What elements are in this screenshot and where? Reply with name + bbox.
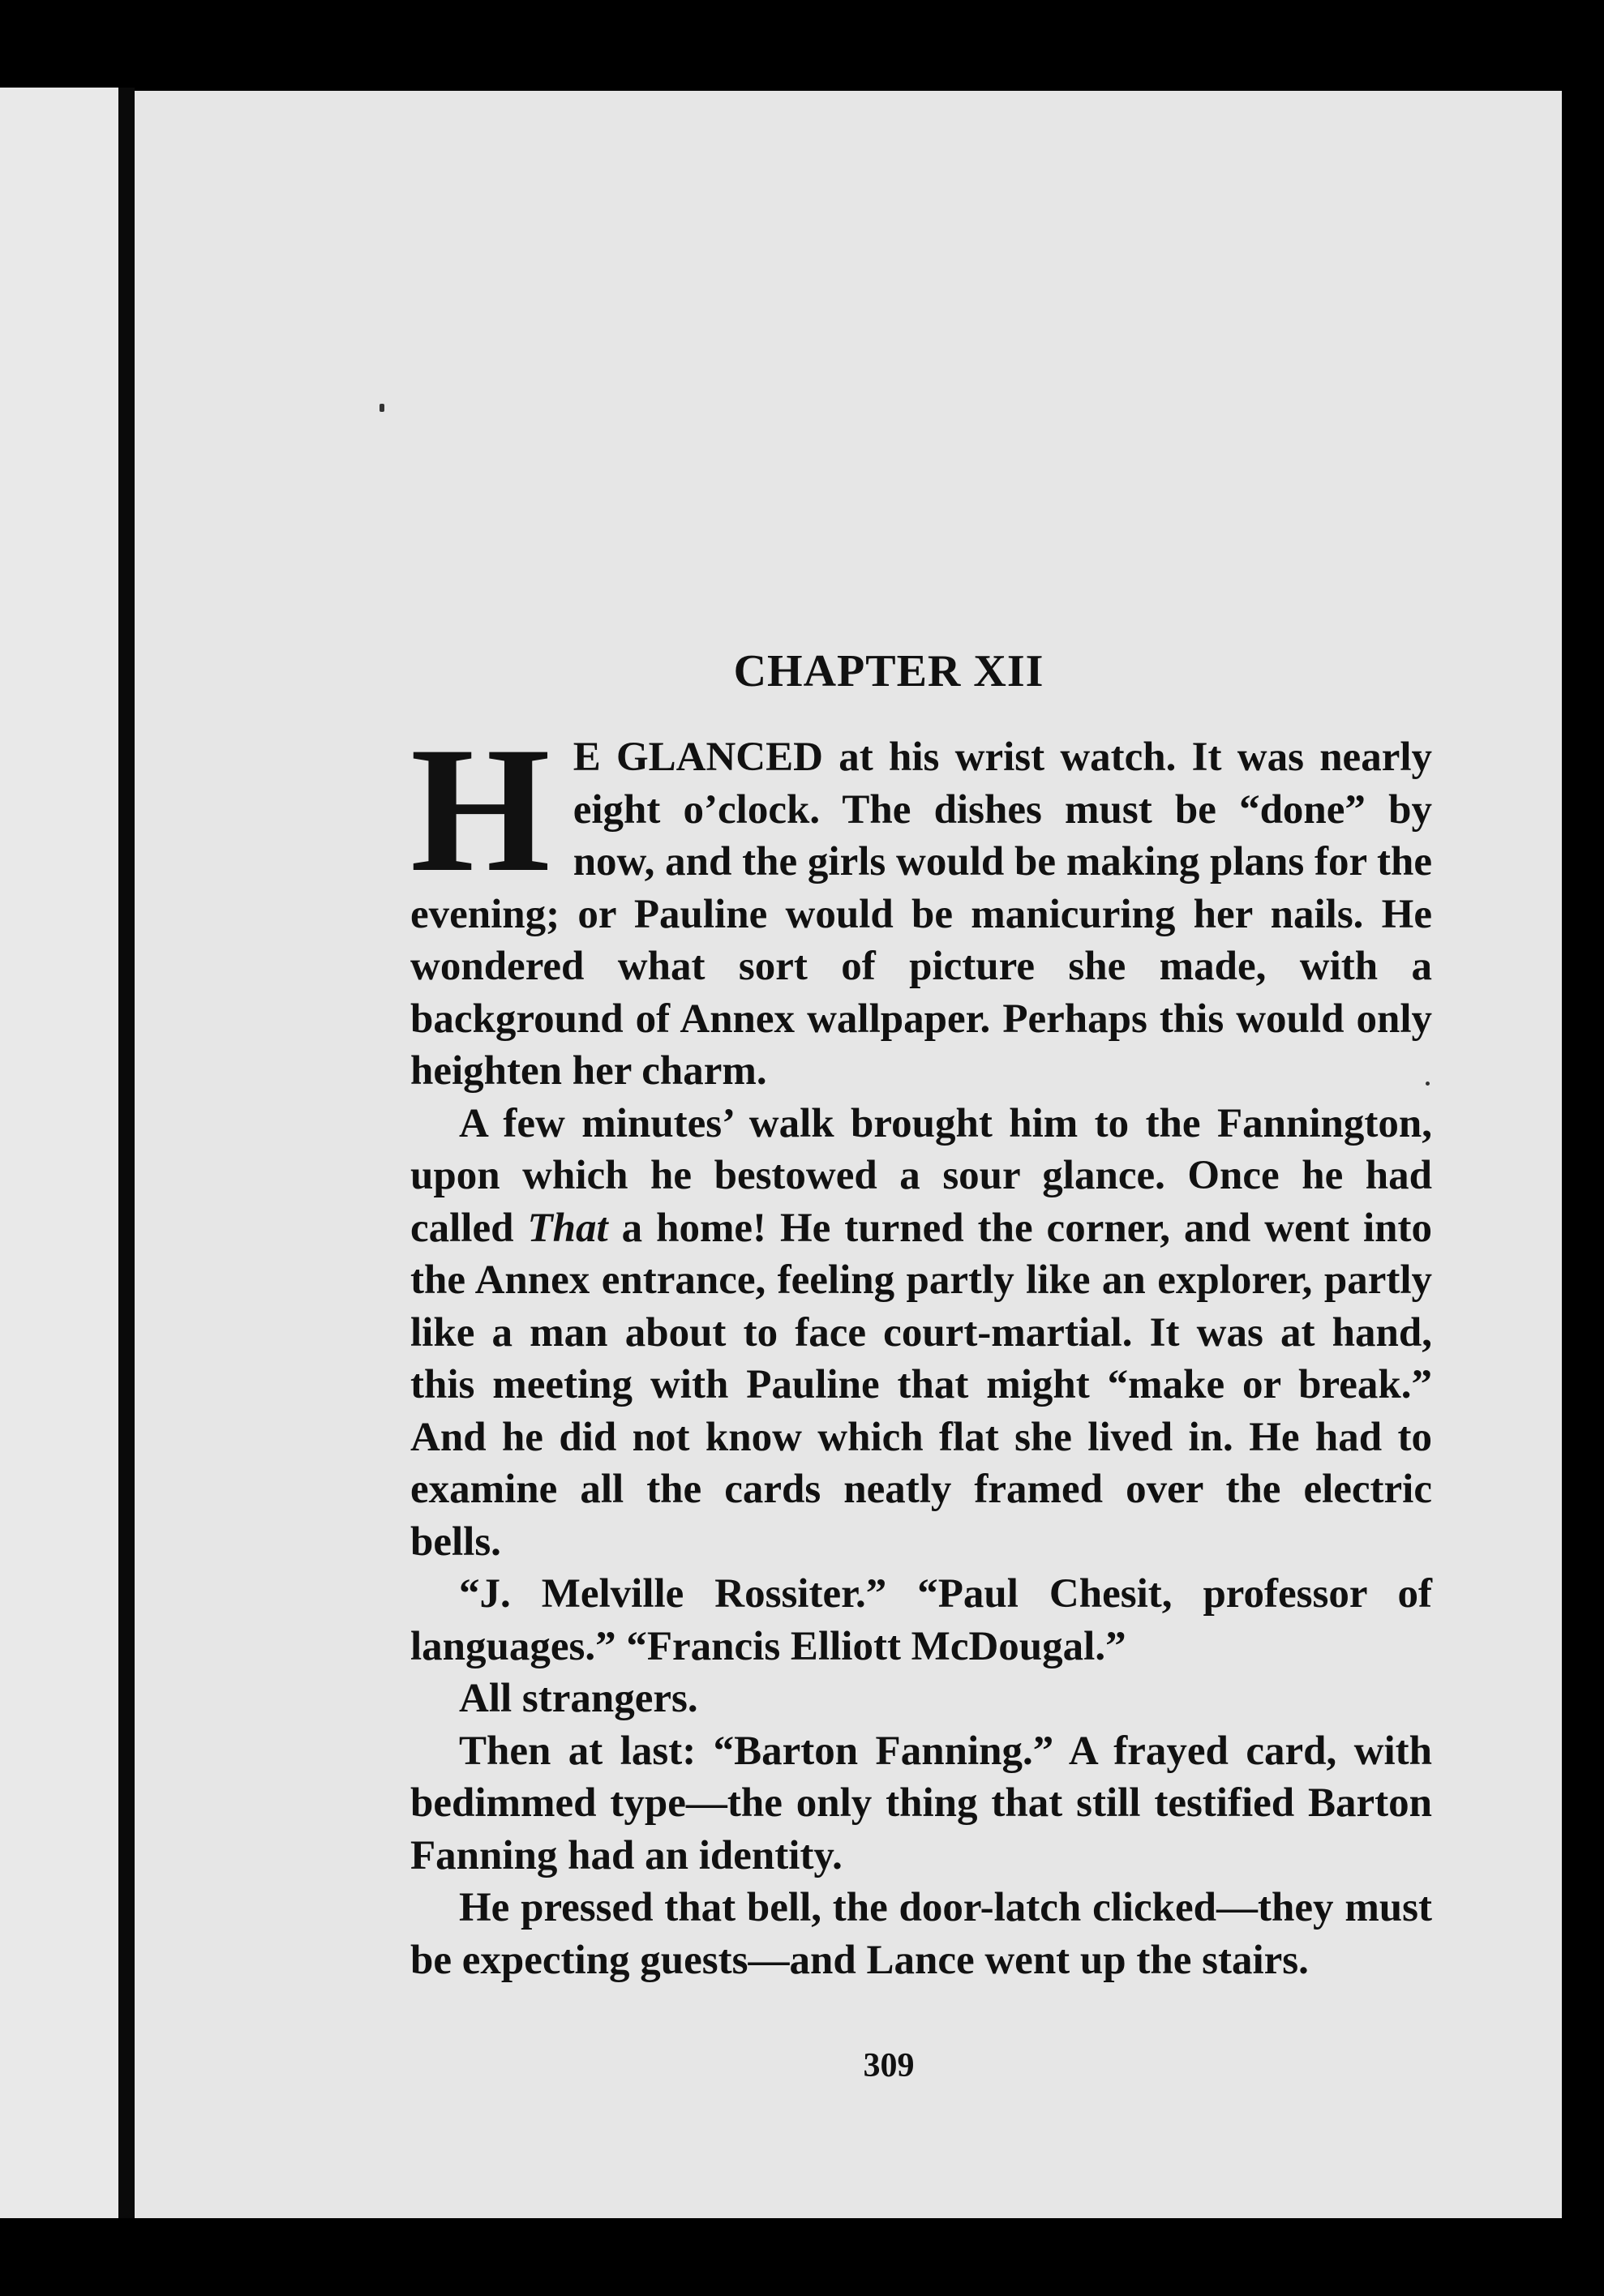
page-number: 309 — [863, 2047, 915, 2084]
paragraph-3: “J. Melville Rossiter.” “Paul Chesit, professor of languages.” “Francis Elliott McDougal.” — [410, 1571, 1432, 1669]
paragraph-2-text: A few minutes’ walk brought him to the Fannington, upon which he bestowed a sour glance. Once he had called — [410, 1100, 1432, 1251]
paragraph-4: All strangers. — [459, 1676, 698, 1721]
book-page — [135, 91, 1562, 2218]
left-page-edge — [0, 88, 118, 2218]
paragraph-2-rest: a home! He turned the corner, and went into the Annex entrance, feeling partly like an explorer, partly like a man about to face court-martial. It was at hand, this meeting with Pauline that might “make or break.” And he did not know which flat she lived in. He had to examine all the cards neatly framed over the electric bells. — [410, 1205, 1432, 1565]
body-text — [410, 710, 1432, 1986]
book-gutter — [118, 88, 135, 2218]
paragraph-2-italic: That — [527, 1205, 608, 1251]
paragraph-5: Then at last: “Barton Fanning.” A frayed card, with bedimmed type—the only thing that still testified Barton Fanning had an identity. — [410, 1728, 1432, 1878]
paragraph-2 — [410, 1098, 1432, 1569]
drop-cap: H — [410, 710, 551, 910]
paragraph-1-text: E GLANCED at his wrist watch. It was nearly eight o’clock. The dishes must be “done” by now, and the girls would be making plans for the evening; or Pauline would be manicuring her nails. He wondered what sort of picture she made, with a background of Annex wallpaper. Perhaps this would only heighten her charm. — [410, 735, 1432, 1094]
paragraph-6: He pressed that bell, the door-latch clicked—they must be expecting guests—and Lance went up the stairs. — [410, 1885, 1432, 1983]
print-speck — [380, 404, 384, 412]
paragraph-1 — [410, 710, 1432, 1098]
chapter-title: CHAPTER XII — [733, 646, 1044, 696]
